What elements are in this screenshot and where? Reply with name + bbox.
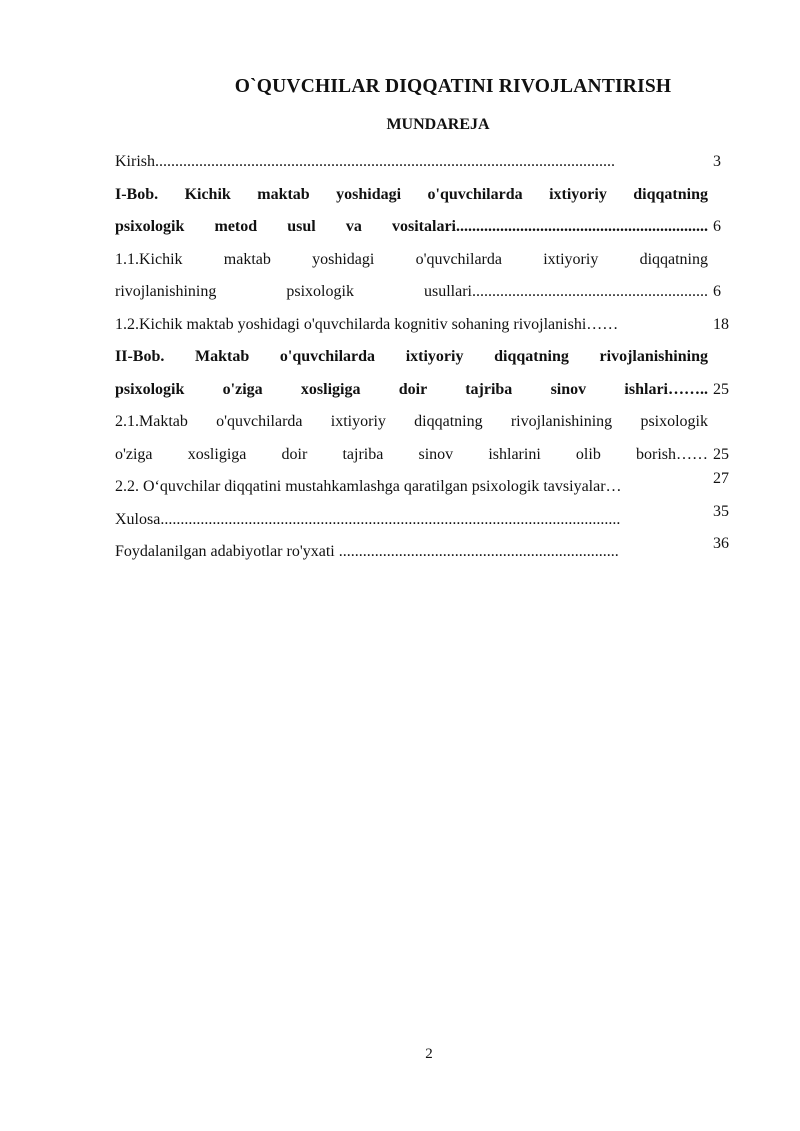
toc-entry-line: psixologik metod usul va vositalari............................................................... — [115, 218, 708, 235]
toc-entry-line: Kirish................................................................................................................... — [115, 153, 615, 170]
toc-entry-page: 35 — [713, 502, 729, 520]
toc-entry-section-2-2[interactable] — [115, 471, 743, 504]
toc-entry-section-1-2[interactable] — [115, 309, 743, 342]
toc-entry-page: 36 — [713, 535, 729, 552]
document-title: O`QUVCHILAR DIQQATINI RIVOJLANTIRISH — [234, 76, 672, 97]
toc-entry-conclusion[interactable] — [115, 504, 743, 537]
toc-entry-references[interactable] — [115, 536, 743, 569]
toc-entry-line: 1.2.Kichik maktab yoshidagi o'quvchilarda kognitiv sohaning rivojlanishi…… — [115, 315, 619, 333]
toc-entry-line: II-Bob. Maktab o'quvchilarda ixtiyoriy diqqatning rivojlanishining — [115, 348, 708, 365]
toc-entry-page: 25 — [713, 445, 729, 463]
toc-entry-page: 27 — [713, 470, 729, 487]
toc-entry-line: 2.1.Maktab o'quvchilarda ixtiyoriy diqqatning rivojlanishining psixologik — [115, 413, 708, 430]
toc-entry-section-2-1[interactable] — [115, 406, 743, 471]
toc-entry-line: o'ziga xosligiga doir tajriba sinov ishlarini olib borish…… — [115, 445, 708, 463]
toc-entry-line: rivojlanishining psixologik usullari........................................................... — [115, 283, 708, 300]
toc-entry-line: I-Bob. Kichik maktab yoshidagi o'quvchilarda ixtiyoriy diqqatning — [115, 185, 708, 203]
toc-entry-section-1-1[interactable] — [115, 244, 743, 309]
toc-entry-page: 18 — [713, 315, 729, 333]
toc-entry-page: 6 — [713, 218, 721, 235]
page-number: 2 — [425, 1046, 433, 1062]
toc-entry-page: 6 — [713, 283, 721, 300]
toc-entry-line: 2.2. O‘quvchilar diqqatini mustahkamlashga qaratilgan psixologik tavsiyalar… — [115, 478, 622, 495]
toc-entry-line: psixologik o'ziga xosligiga doir tajriba sinov ishlari…….. — [115, 380, 708, 398]
toc-entry-page: 25 — [713, 380, 729, 398]
toc-entry-line: 1.1.Kichik maktab yoshidagi o'quvchilarda ixtiyoriy diqqatning — [115, 250, 708, 268]
toc-entry-line: Foydalanilgan adabiyotlar ro'yxati ...................................................................... — [115, 543, 619, 560]
toc-entry-chapter-1[interactable] — [115, 179, 743, 244]
toc-entry-introduction[interactable] — [115, 146, 743, 179]
toc-entry-chapter-2[interactable] — [115, 341, 743, 406]
toc-entry-page: 3 — [713, 153, 721, 170]
table-of-contents — [115, 146, 743, 569]
toc-heading: MUNDAREJA — [386, 116, 490, 133]
toc-entry-line: Xulosa................................................................................................................... — [115, 510, 621, 528]
